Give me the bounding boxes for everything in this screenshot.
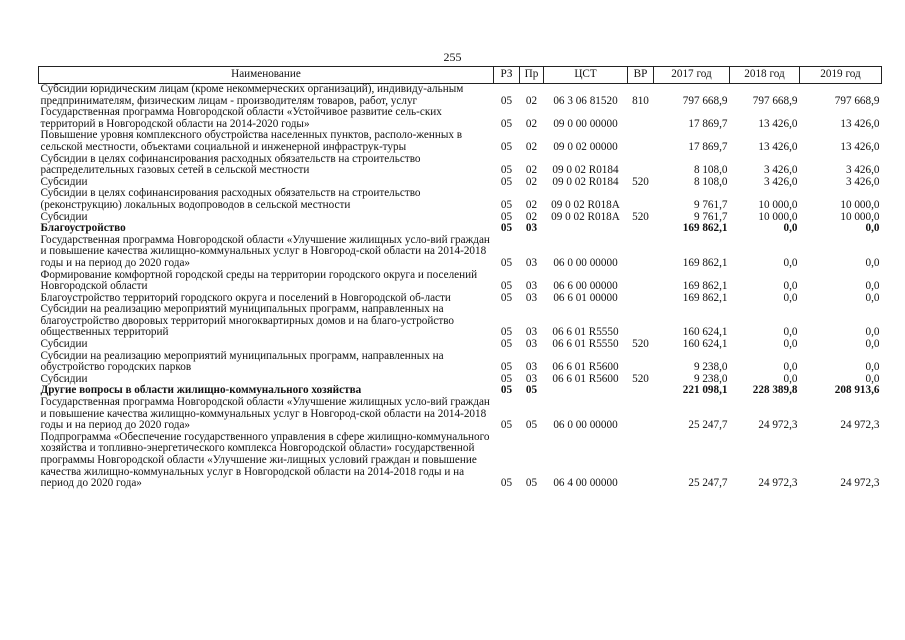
cell-rz: 05	[500, 280, 513, 293]
cell-name: Субсидии	[40, 175, 88, 188]
cell-2017: 8 108,0	[693, 175, 728, 188]
cell-2017: 25 247,7	[688, 419, 728, 432]
cell-2017: 169 862,1	[682, 280, 728, 293]
cell-2019: 13 426,0	[840, 117, 880, 130]
cell-pr: 03	[525, 361, 538, 374]
cell-name: Субсидии юридическим лицам (кроме некоммерческих организаций), индивиду-альным предпринимателям, физическим лицам - производителям товаров, работ, услуг	[40, 83, 464, 107]
cell-vr	[628, 293, 654, 305]
cell-pr: 05	[525, 384, 538, 397]
cell-2017: 9 761,7	[693, 210, 728, 223]
cell-cst: 09 0 02 R018A	[551, 198, 620, 211]
cell-2019: 3 426,0	[845, 175, 880, 188]
cell-2019: 797 668,9	[834, 94, 880, 107]
cell-2019: 0,0	[865, 280, 880, 293]
cell-vr	[628, 223, 654, 235]
cell-vr	[628, 351, 654, 374]
cell-rz: 05	[500, 256, 513, 269]
cell-rz: 05	[500, 117, 513, 130]
table-header-row	[39, 67, 882, 84]
cell-pr: 03	[525, 280, 538, 293]
cell-2018: 3 426,0	[763, 164, 798, 177]
cell-rz: 05	[500, 94, 513, 107]
cell-2018: 10 000,0	[758, 210, 798, 223]
cell-name: Формирование комфортной городской среды на территории городского округа и поселений Новгородской области	[40, 268, 478, 293]
cell-vr	[628, 270, 654, 293]
cell-pr: 02	[525, 140, 538, 153]
cell-cst: 06 6 00 00000	[553, 280, 618, 293]
cell-2017: 9 238,0	[693, 372, 728, 385]
table-row	[39, 304, 882, 339]
cell-vr: 520	[632, 338, 649, 351]
table-row	[39, 154, 882, 177]
cell-pr: 02	[525, 164, 538, 177]
cell-name: Благоустройство	[40, 222, 126, 235]
cell-cst: 09 0 02 R0184	[552, 175, 619, 188]
cell-cst: 09 0 02 R0184	[552, 164, 619, 177]
table-row	[39, 212, 882, 224]
budget-table	[38, 66, 882, 490]
cell-rz: 05	[500, 419, 513, 432]
cell-2019: 10 000,0	[840, 210, 880, 223]
cell-rz: 05	[500, 338, 513, 351]
cell-2017: 169 862,1	[682, 291, 728, 304]
cell-2019: 0,0	[865, 372, 880, 385]
cell-vr: 520	[632, 175, 649, 188]
cell-2018: 13 426,0	[758, 140, 798, 153]
cell-vr	[628, 188, 654, 211]
cell-2017: 9 761,7	[693, 198, 728, 211]
cell-pr: 02	[525, 210, 538, 223]
cell-rz: 05	[500, 291, 513, 304]
cell-2018: 13 426,0	[758, 117, 798, 130]
cell-name: Подпрограмма «Обеспечение государственного управления в сфере жилищно-коммунального хозяйства и топливно-энергетического комплекса Новгородской области» государственной программы Новгородской области «Улучшение жи-лищных условий граждан и повышение качества жилищно-коммунальных услуг в Новгородской области на 2014-2018 годы и на период до 2020 года»	[40, 430, 490, 490]
cell-pr: 02	[525, 175, 538, 188]
cell-name: Субсидии в целях софинансирования расходных обязательств на строительство распределительных газовых сетей в сельской местности	[40, 152, 421, 177]
cell-2018: 228 389,8	[752, 384, 798, 397]
cell-2019: 0,0	[865, 326, 880, 339]
cell-rz: 05	[500, 222, 513, 235]
header-cst: ЦСТ	[544, 67, 628, 84]
header-rz: РЗ	[494, 67, 520, 84]
header-2017: 2017 год	[654, 67, 730, 84]
cell-vr	[628, 107, 654, 130]
header-pr: Пр	[520, 67, 544, 84]
cell-cst: 06 3 06 81520	[553, 94, 618, 107]
cell-2018: 0,0	[783, 372, 798, 385]
cell-cst: 09 0 00 00000	[553, 117, 618, 130]
cell-name: Государственная программа Новгородской области «Устойчивое развитие сель-ских территорий в Новгородской области на 2014-2020 годы»	[40, 106, 442, 130]
cell-vr	[628, 154, 654, 177]
cell-name: Государственная программа Новгородской области «Улучшение жилищных усло-вий граждан и повышение качества жилищно-коммунальных услуг в Новгород-ской области на 2014-2018 годы и на период до 2020 года»	[40, 396, 490, 432]
cell-name: Повышение уровня комплексного обустройства населенных пунктов, располо-женных в сельской местности, объектами социальной и инженерной инфраструк-туры	[40, 129, 463, 153]
cell-pr: 03	[525, 222, 538, 235]
cell-pr: 03	[525, 256, 538, 269]
cell-2018: 0,0	[783, 338, 798, 351]
cell-rz: 05	[500, 384, 513, 397]
cell-name: Субсидии на реализацию мероприятий муниципальных программ, направленных на обустройство городских парков	[40, 349, 444, 374]
cell-2019: 13 426,0	[840, 140, 880, 153]
cell-name: Субсидии	[40, 338, 88, 351]
cell-2017: 160 624,1	[682, 326, 728, 339]
table-row	[39, 432, 882, 490]
header-2018: 2018 год	[730, 67, 800, 84]
cell-pr: 02	[525, 198, 538, 211]
cell-2017: 221 098,1	[682, 384, 728, 397]
cell-name: Субсидии на реализацию мероприятий муниципальных программ, направленных на благоустройство дворовых территорий многоквартирных домов и на благо-устройство общественных территорий	[40, 303, 455, 339]
cell-vr	[628, 235, 654, 270]
cell-rz: 05	[500, 477, 513, 490]
cell-pr: 03	[525, 326, 538, 339]
cell-name: Другие вопросы в области жилищно-коммунального хозяйства	[40, 384, 362, 397]
cell-2017: 8 108,0	[693, 164, 728, 177]
cell-2019: 0,0	[865, 291, 880, 304]
cell-vr: 520	[632, 372, 649, 385]
header-2019: 2019 год	[800, 67, 882, 84]
cell-cst: 06 6 01 R5600	[552, 372, 619, 385]
page-number: 255	[443, 50, 462, 64]
table-row	[39, 107, 882, 130]
table-body	[39, 84, 882, 490]
table-row	[39, 270, 882, 293]
cell-pr: 02	[525, 117, 538, 130]
cell-2018: 0,0	[783, 361, 798, 374]
cell-vr	[628, 385, 654, 397]
cell-vr	[628, 130, 654, 153]
cell-2017: 169 862,1	[682, 256, 728, 269]
cell-cst: 09 0 02 00000	[553, 140, 618, 153]
cell-rz: 05	[500, 198, 513, 211]
table-row	[39, 84, 882, 108]
cell-cst: 09 0 02 R018A	[551, 210, 620, 223]
cell-rz: 05	[500, 210, 513, 223]
cell-cst: 06 6 01 R5600	[552, 361, 619, 374]
cell-2018: 0,0	[783, 326, 798, 339]
cell-2017: 160 624,1	[682, 338, 728, 351]
cell-2018: 0,0	[783, 222, 798, 235]
cell-name: Субсидии	[40, 210, 88, 223]
cell-name: Субсидии	[40, 372, 88, 385]
cell-cst: 06 0 00 00000	[553, 256, 618, 269]
cell-name: Благоустройство территорий городского округа и поселений в Новгородской об-ласти	[40, 291, 451, 304]
cell-2019: 10 000,0	[840, 198, 880, 211]
cell-rz: 05	[500, 326, 513, 339]
cell-2018: 24 972,3	[758, 477, 798, 490]
cell-pr: 03	[525, 372, 538, 385]
cell-2017: 169 862,1	[682, 222, 728, 235]
header-name: Наименование	[39, 67, 494, 84]
cell-2019: 0,0	[865, 222, 880, 235]
cell-2019: 24 972,3	[840, 419, 880, 432]
cell-vr: 520	[632, 210, 649, 223]
cell-2017: 797 668,9	[682, 94, 728, 107]
cell-vr	[628, 304, 654, 339]
cell-2017: 9 238,0	[693, 361, 728, 374]
cell-2019: 208 913,6	[834, 384, 880, 397]
cell-rz: 05	[500, 164, 513, 177]
cell-cst	[544, 223, 628, 235]
cell-2018: 3 426,0	[763, 175, 798, 188]
cell-2019: 24 972,3	[840, 477, 880, 490]
table-row	[39, 188, 882, 211]
cell-vr	[628, 432, 654, 490]
cell-2019: 3 426,0	[845, 164, 880, 177]
cell-2017: 25 247,7	[688, 477, 728, 490]
cell-name: Государственная программа Новгородской области «Улучшение жилищных усло-вий граждан и повышение качества жилищно-коммунальных услуг в Новгород-ской области на 2014-2018 годы и на период до 2020 года»	[40, 233, 490, 269]
cell-cst: 06 6 01 00000	[553, 291, 618, 304]
table-row	[39, 397, 882, 432]
cell-2017: 17 869,7	[688, 117, 728, 130]
table-row	[39, 339, 882, 351]
cell-pr: 03	[525, 291, 538, 304]
cell-vr: 810	[632, 94, 649, 107]
table-row	[39, 235, 882, 270]
cell-rz: 05	[500, 140, 513, 153]
cell-2018: 0,0	[783, 256, 798, 269]
cell-2018: 24 972,3	[758, 419, 798, 432]
cell-cst: 06 4 00 00000	[553, 477, 618, 490]
table-row	[39, 223, 882, 235]
cell-name: Субсидии в целях софинансирования расходных обязательств на строительство (реконструкцию) локальных водопроводов в сельской местности	[40, 187, 421, 211]
cell-vr	[628, 397, 654, 432]
cell-2018: 0,0	[783, 291, 798, 304]
cell-cst: 06 0 00 00000	[553, 419, 618, 432]
cell-2018: 0,0	[783, 280, 798, 293]
cell-rz: 05	[500, 175, 513, 188]
cell-2019: 0,0	[865, 361, 880, 374]
cell-2018: 797 668,9	[752, 94, 798, 107]
cell-2018: 10 000,0	[758, 198, 798, 211]
cell-pr: 05	[525, 419, 538, 432]
cell-2017: 17 869,7	[688, 140, 728, 153]
cell-cst: 06 6 01 R5550	[552, 326, 619, 339]
table-row	[39, 351, 882, 374]
table-row	[39, 130, 882, 153]
cell-2019: 0,0	[865, 256, 880, 269]
cell-rz: 05	[500, 372, 513, 385]
cell-pr: 02	[525, 94, 538, 107]
cell-2019: 0,0	[865, 338, 880, 351]
header-vr: ВР	[628, 67, 654, 84]
cell-pr: 05	[525, 477, 538, 490]
cell-cst: 06 6 01 R5550	[552, 338, 619, 351]
cell-cst	[544, 385, 628, 397]
cell-pr: 03	[525, 338, 538, 351]
cell-rz: 05	[500, 361, 513, 374]
